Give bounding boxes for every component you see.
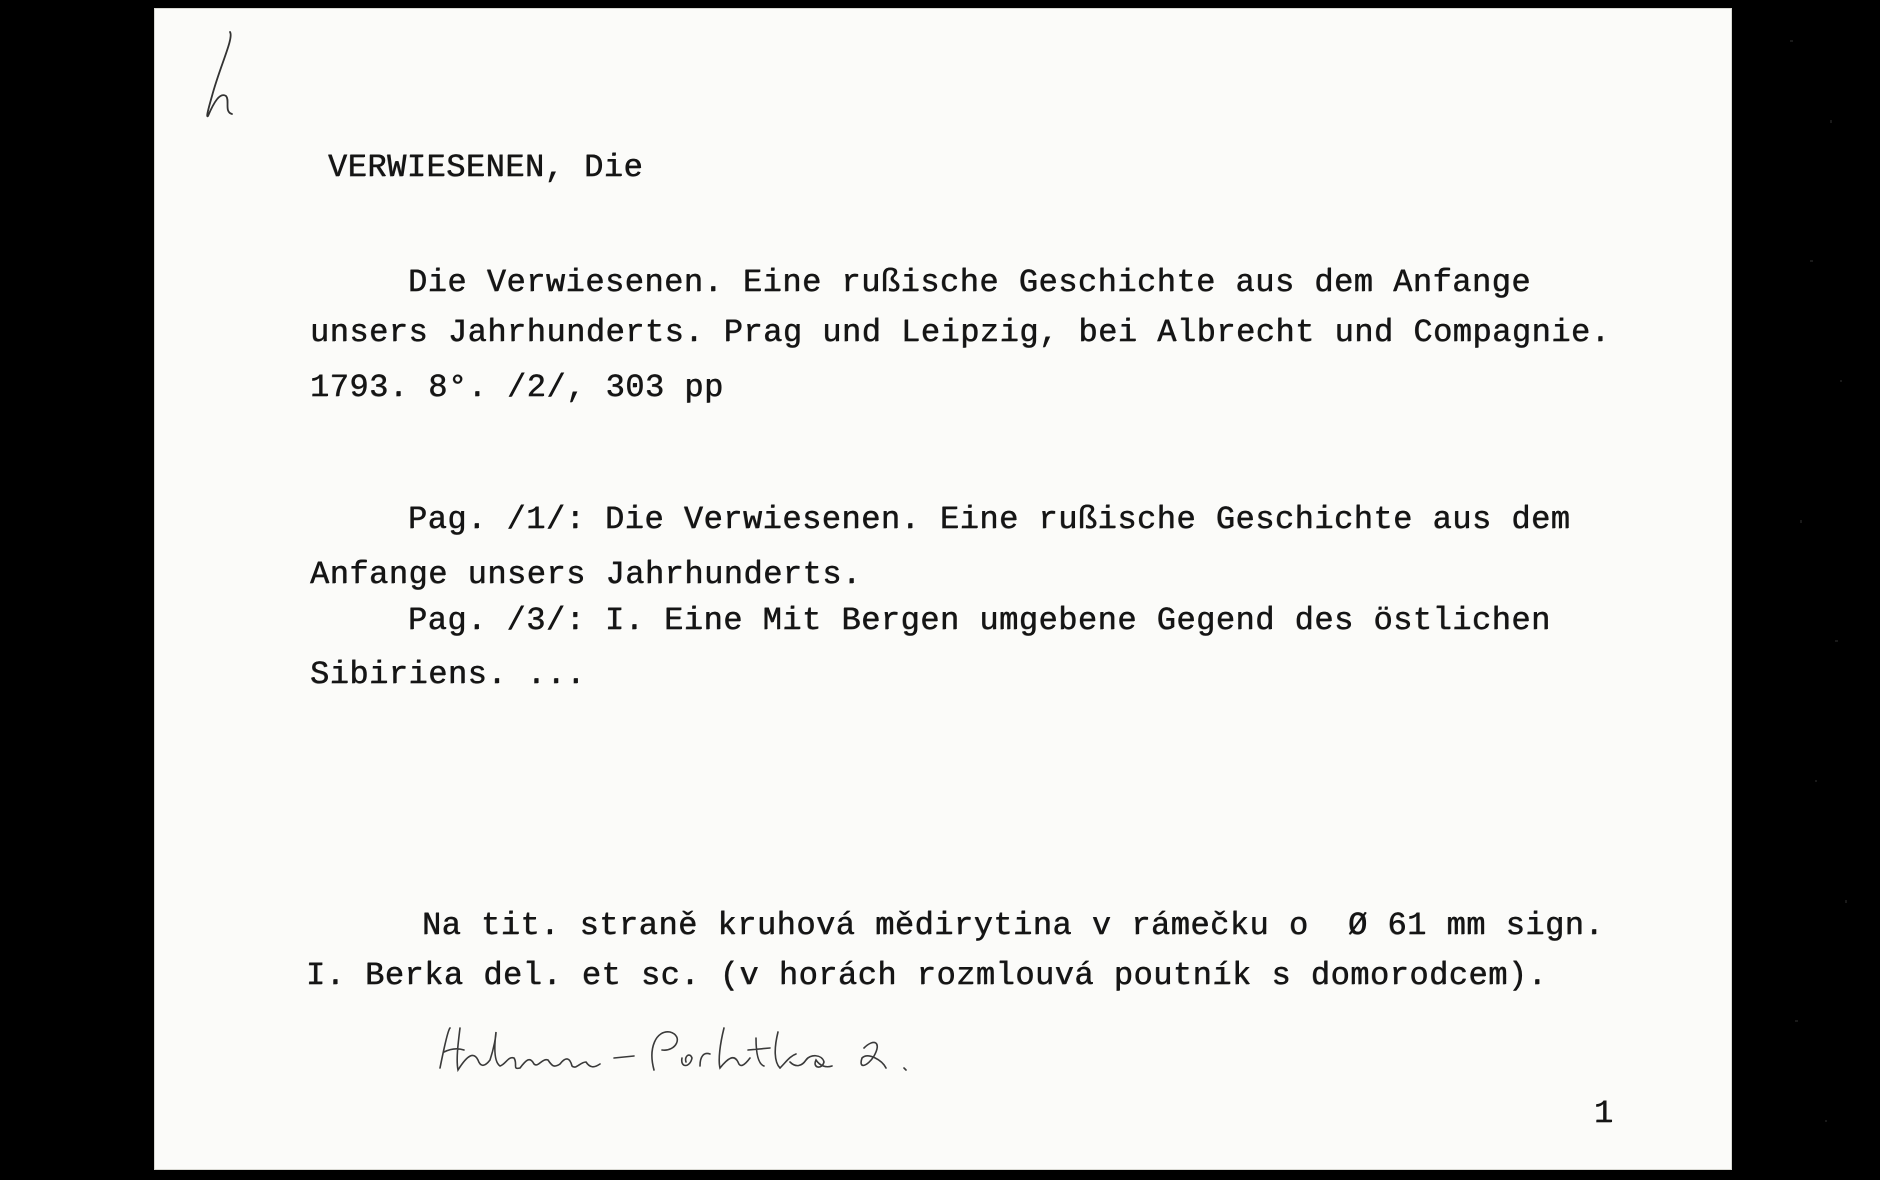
title-line: unsers Jahrhunderts. Prag und Leipzig, bei Albrecht und Compagnie. xyxy=(310,314,1611,351)
title-line: 1793. 8°. /2/, 303 pp xyxy=(310,369,724,406)
title-line: Die Verwiesenen. Eine rußische Geschichte aus dem Anfange xyxy=(408,264,1532,301)
scan-edge-noise xyxy=(1740,0,1880,1180)
pag-line: Anfange unsers Jahrhunderts. xyxy=(310,556,862,593)
margin-mark xyxy=(190,26,250,126)
handwritten-signature xyxy=(434,1008,954,1098)
catalog-card xyxy=(154,8,1732,1170)
note-line: I. Berka del. et sc. (v horách rozmlouvá poutník s domorodcem). xyxy=(306,957,1548,994)
heading: VERWIESENEN, Die xyxy=(328,149,644,186)
pag-line: Pag. /3/: I. Eine Mit Bergen umgebene Gegend des östlichen xyxy=(408,602,1551,639)
pag-line: Sibiriens. ... xyxy=(310,656,586,693)
card-number: 1 xyxy=(1594,1095,1614,1132)
pag-line: Pag. /1/: Die Verwiesenen. Eine rußische Geschichte aus dem xyxy=(408,501,1571,538)
note-line: Na tit. straně kruhová mědirytina v rámečku o Ø 61 mm sign. xyxy=(422,907,1605,944)
